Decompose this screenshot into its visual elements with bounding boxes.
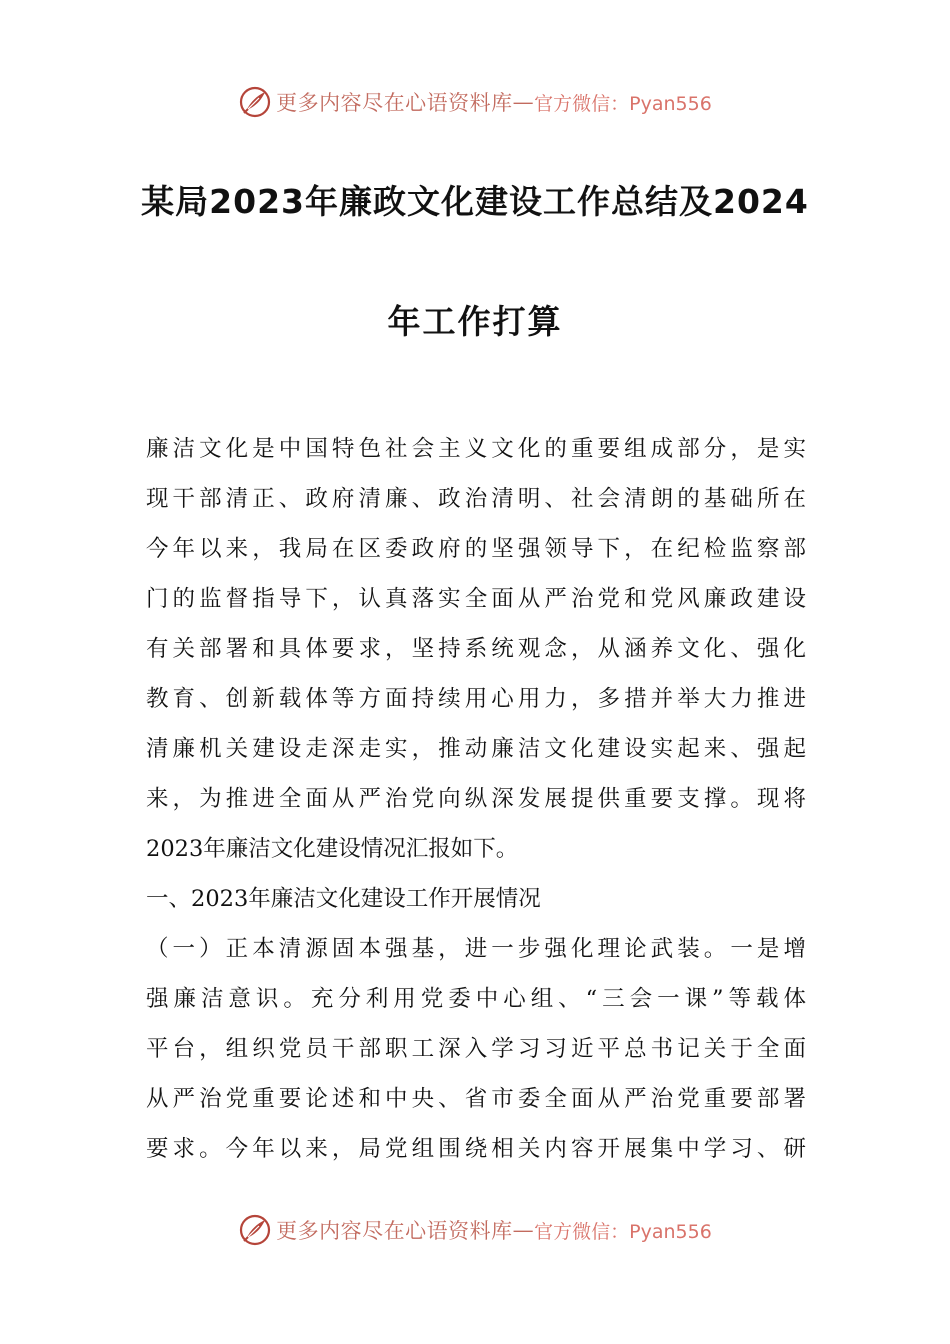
watermark-banner-top — [0, 82, 950, 122]
watermark-text: 更多内容尽在心语资料库 — [276, 91, 513, 115]
footer-watermark-contact: 官方微信：Pyan556 — [534, 1220, 712, 1243]
body-line: 2023年廉洁文化建设情况汇报如下。 — [146, 836, 519, 862]
body-line: （一）正本清源固本强基，进一步强化理论武装。一是增 — [146, 936, 806, 962]
feather-pen-icon — [238, 85, 272, 119]
document-title-line-2: 年工作打算 — [387, 302, 563, 341]
body-line: 有关部署和具体要求，坚持系统观念，从涵养文化、强化 — [146, 636, 806, 662]
body-line: 强廉洁意识。充分利用党委中心组、“三会一课”等载体 — [146, 986, 806, 1012]
body-line: 清廉机关建设走深走实，推动廉洁文化建设实起来、强起 — [146, 736, 806, 762]
document-title-line-1: 某局2023年廉政文化建设工作总结及2024 — [141, 182, 809, 221]
feather-pen-icon — [238, 1213, 272, 1247]
footer-watermark-separator: — — [512, 1218, 535, 1242]
section-heading: 一、2023年廉洁文化建设工作开展情况 — [146, 886, 541, 912]
body-line: 要求。今年以来，局党组围绕相关内容开展集中学习、研 — [146, 1136, 806, 1162]
watermark-banner-bottom — [0, 1210, 950, 1250]
body-line: 教育、创新载体等方面持续用心用力，多措并举大力推进 — [146, 686, 806, 712]
document-body — [146, 424, 806, 1174]
body-line: 平台，组织党员干部职工深入学习习近平总书记关于全面 — [146, 1036, 806, 1062]
body-line: 来，为推进全面从严治党向纵深发展提供重要支撑。现将 — [146, 786, 806, 812]
footer-watermark-text: 更多内容尽在心语资料库 — [276, 1219, 513, 1243]
body-line: 廉洁文化是中国特色社会主义文化的重要组成部分，是实 — [146, 436, 806, 462]
watermark-contact: 官方微信：Pyan556 — [534, 92, 712, 115]
body-line: 今年以来，我局在区委政府的坚强领导下，在纪检监察部 — [146, 536, 806, 562]
body-line: 从严治党重要论述和中央、省市委全面从严治党重要部署 — [146, 1086, 806, 1112]
body-line: 现干部清正、政府清廉、政治清明、社会清朗的基础所在 — [146, 486, 806, 512]
body-line: 门的监督指导下，认真落实全面从严治党和党风廉政建设 — [146, 586, 806, 612]
watermark-separator: — — [512, 90, 535, 114]
